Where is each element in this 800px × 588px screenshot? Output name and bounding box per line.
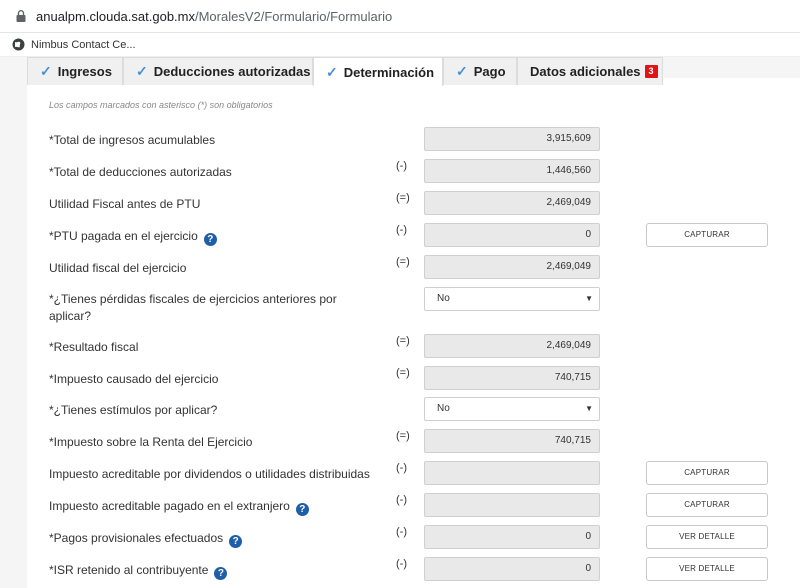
help-icon[interactable]: ? <box>229 535 242 548</box>
capturar-dividendos-button[interactable]: CAPTURAR <box>646 461 768 485</box>
pagos-provisionales-field[interactable]: 0 <box>424 525 600 549</box>
globe-icon <box>12 38 25 51</box>
field-label: *ISR retenido al contribuyente ? <box>49 562 227 580</box>
tab-label: Ingresos <box>57 64 112 79</box>
address-bar[interactable] <box>0 0 800 33</box>
check-icon: ✓ <box>40 63 52 79</box>
field-label: *Pagos provisionales efectuados ? <box>49 530 242 548</box>
total-deducciones-field[interactable]: 1,446,560 <box>424 159 600 183</box>
tab-ingresos[interactable] <box>27 57 123 85</box>
ptu-pagada-field[interactable]: 0 <box>424 223 600 247</box>
capturar-extranjero-button[interactable]: CAPTURAR <box>646 493 768 517</box>
total-ingresos-field[interactable]: 3,915,609 <box>424 127 600 151</box>
dropdown-caret-icon: ▼ <box>585 294 593 303</box>
impuesto-causado-field[interactable]: 740,715 <box>424 366 600 390</box>
tab-datos-adicionales[interactable] <box>517 57 663 85</box>
lock-icon <box>14 9 28 23</box>
required-note: Los campos marcados con asterisco (*) son obligatorios <box>49 100 273 110</box>
field-label: *Total de deducciones autorizadas <box>49 165 232 179</box>
help-icon[interactable]: ? <box>296 503 309 516</box>
field-label: *Total de ingresos acumulables <box>49 133 216 147</box>
operator: (-) <box>396 160 407 172</box>
operator: (=) <box>396 335 410 347</box>
operator: (=) <box>396 367 410 379</box>
bookmark-nimbus[interactable]: Nimbus Contact Ce... <box>31 38 136 51</box>
field-label: Utilidad Fiscal antes de PTU <box>49 197 201 211</box>
tab-label: Datos adicionales <box>530 64 641 79</box>
field-label: *¿Tienes estímulos por aplicar? <box>49 403 218 417</box>
field-label: Impuesto acreditable pagado en el extranjero ? <box>49 498 309 516</box>
field-label: *PTU pagada en el ejercicio ? <box>49 228 217 246</box>
help-icon[interactable]: ? <box>204 233 217 246</box>
utilidad-fiscal-field[interactable]: 2,469,049 <box>424 255 600 279</box>
tab-badge: 3 <box>645 65 658 78</box>
operator: (-) <box>396 462 407 474</box>
impuesto-dividendos-field[interactable] <box>424 461 600 485</box>
operator: (-) <box>396 526 407 538</box>
tab-label: Deducciones autorizadas <box>153 64 311 79</box>
tab-pago[interactable] <box>443 57 517 85</box>
resultado-fiscal-field[interactable]: 2,469,049 <box>424 334 600 358</box>
field-label: *Impuesto causado del ejercicio <box>49 372 219 386</box>
tab-label: Pago <box>473 64 506 79</box>
operator: (=) <box>396 192 410 204</box>
isr-retenido-field[interactable]: 0 <box>424 557 600 581</box>
tab-label: Determinación <box>343 64 435 80</box>
perdidas-fiscales-select[interactable]: No ▼ <box>424 287 600 311</box>
field-label: Impuesto acreditable por dividendos o utilidades distribuidas <box>49 467 370 481</box>
field-label: *Resultado fiscal <box>49 340 139 354</box>
url-path: /MoralesV2/Formulario/Formulario <box>194 8 393 24</box>
tab-deducciones[interactable] <box>123 57 313 85</box>
estimulos-select[interactable]: No ▼ <box>424 397 600 421</box>
dropdown-caret-icon: ▼ <box>585 404 593 413</box>
operator: (=) <box>396 256 410 268</box>
utilidad-antes-ptu-field[interactable]: 2,469,049 <box>424 191 600 215</box>
operator: (-) <box>396 224 407 236</box>
help-icon[interactable]: ? <box>214 567 227 580</box>
url-host: anualpm.clouda.sat.gob.mx <box>36 8 195 24</box>
bookmarks-bar <box>0 33 800 57</box>
capturar-ptu-button[interactable]: CAPTURAR <box>646 223 768 247</box>
impuesto-extranjero-field[interactable] <box>424 493 600 517</box>
tab-bar <box>27 57 800 85</box>
check-icon: ✓ <box>456 63 468 79</box>
field-label: *¿Tienes pérdidas fiscales de ejercicios anteriores por aplicar? <box>49 292 337 323</box>
field-label: *Impuesto sobre la Renta del Ejercicio <box>49 435 253 449</box>
ver-detalle-pagos-button[interactable]: VER DETALLE <box>646 525 768 549</box>
check-icon: ✓ <box>326 63 338 80</box>
isr-ejercicio-field[interactable]: 740,715 <box>424 429 600 453</box>
operator: (-) <box>396 494 407 506</box>
field-label: Utilidad fiscal del ejercicio <box>49 261 187 275</box>
check-icon: ✓ <box>136 63 148 79</box>
ver-detalle-isr-button[interactable]: VER DETALLE <box>646 557 768 581</box>
tab-determinacion[interactable] <box>313 57 443 86</box>
operator: (-) <box>396 558 407 570</box>
operator: (=) <box>396 430 410 442</box>
